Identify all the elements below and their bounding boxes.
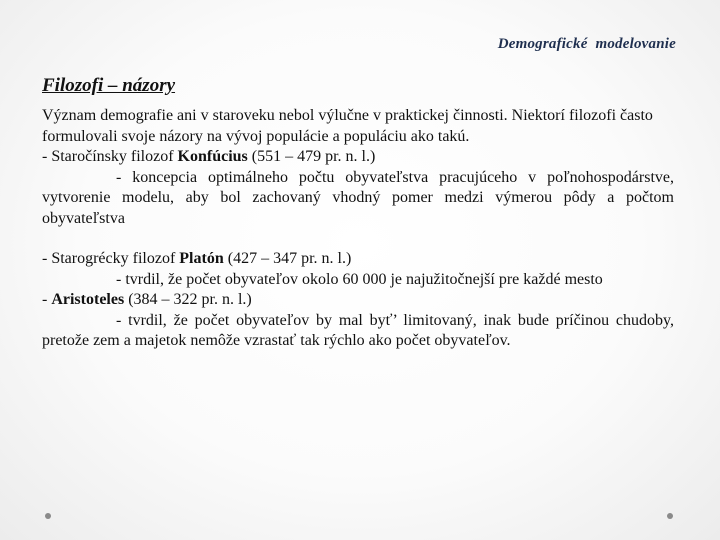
aristotle-line: [42, 290, 674, 311]
spacer: [42, 229, 674, 249]
plato-name: Platón: [179, 250, 224, 267]
plato-dates: (427 – 347 pr. n. l.): [223, 250, 352, 267]
slide-title: Filozofi – názory: [42, 75, 176, 96]
aristotle-name: Aristoteles: [51, 291, 125, 308]
decorative-dot-left: [45, 513, 51, 519]
confucius-prefix: - Staročínsky filozof: [42, 148, 178, 165]
confucius-name: Konfúcius: [177, 148, 248, 165]
aristotle-detail: - tvrdil, že počet obyvateľov by mal byť’ limitovaný, inak bude príčinou chudoby, pretože zem a majetok nemôže vzrastať tak rýchlo ako počet obyvateľov.: [42, 311, 674, 349]
confucius-detail: - koncepcia optimálneho počtu obyvateľstva pracujúceho v poľnohospodárstve, vytvorenie modelu, aby bol zachovaný vhodný pomer medzi výmerou pôdy a počtom obyvateľstva: [42, 168, 674, 227]
decorative-dot-right: [667, 513, 673, 519]
plato-detail: - tvrdil, že počet obyvateľov okolo 60 000 je najužitočnejší pre každé mesto: [116, 270, 603, 288]
aristotle-prefix: -: [42, 291, 52, 308]
confucius-dates: (551 – 479 pr. n. l.): [247, 148, 376, 165]
intro-paragraph: Význam demografie ani v staroveku nebol výlučne v praktickej činnosti. Niektorí filozofi často formulovali svoje názory na vývoj populácie a populáciu ako takú.: [42, 107, 653, 145]
confucius-line: [42, 147, 674, 168]
aristotle-dates: (384 – 322 pr. n. l.): [124, 291, 252, 308]
slide-body: [42, 106, 674, 352]
header-title: Demografické modelovanie: [497, 36, 676, 52]
plato-line: [42, 249, 674, 270]
plato-prefix: - Starogrécky filozof: [42, 250, 180, 267]
